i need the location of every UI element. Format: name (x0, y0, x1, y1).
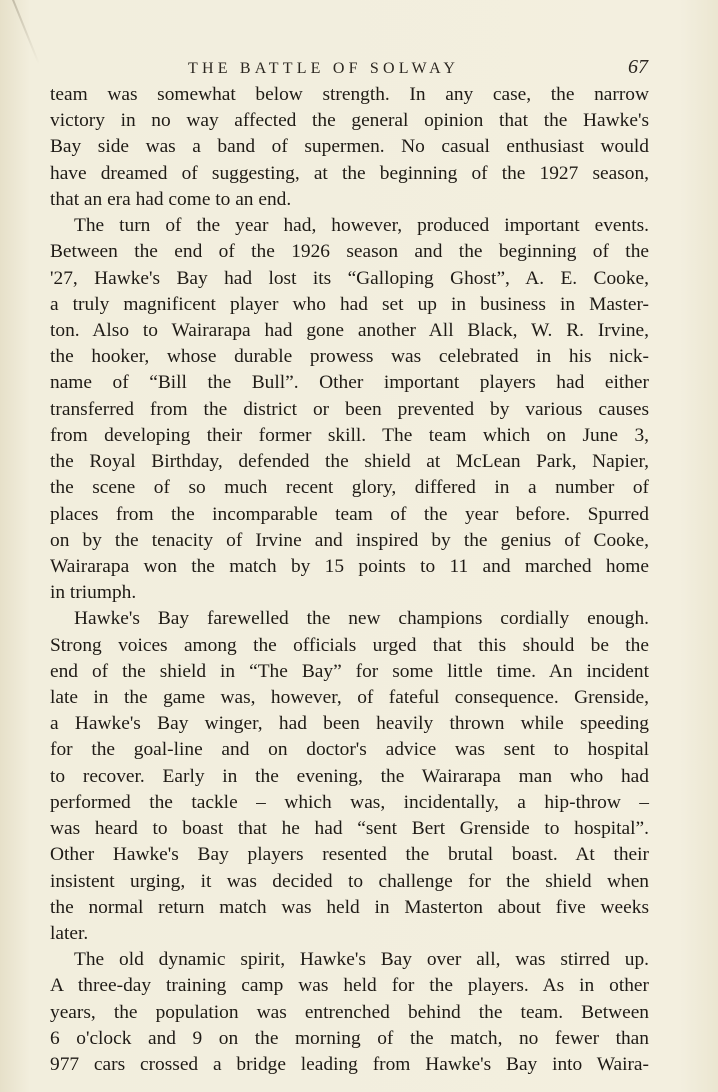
text-line: ton. Also to Wairarapa had gone another All Black, W. R. Irvine, (50, 319, 649, 341)
text-line: Other Hawke's Bay players resented the brutal boast. At their (50, 844, 649, 866)
text-line: the scene of so much recent glory, differed in a number of (50, 477, 649, 499)
text-line: a truly magnificent player who had set up in business in Master- (50, 293, 649, 315)
text-line: in triumph. (50, 582, 137, 604)
text-line: the hooker, whose durable prowess was celebrated in his nick- (50, 346, 649, 368)
text-line: The turn of the year had, however, produced important events. (74, 215, 649, 237)
text-line: for the goal-line and on doctor's advice was sent to hospital (50, 739, 649, 761)
text-line: have dreamed of suggesting, at the beginning of the 1927 season, (50, 162, 649, 184)
paragraph (50, 947, 649, 1078)
text-line: insistent urging, it was decided to challenge for the shield when (50, 870, 649, 892)
text-line: Hawke's Bay farewelled the new champions cordially enough. (74, 608, 649, 630)
paragraph (50, 606, 649, 947)
text-line: the normal return match was held in Masterton about five weeks (50, 896, 649, 918)
text-line: end of the shield in “The Bay” for some little time. An incident (50, 660, 649, 682)
paragraph (50, 213, 649, 606)
text-line: that an era had come to an end. (50, 188, 292, 210)
text-line: on by the tenacity of Irvine and inspired by the genius of Cooke, (50, 529, 649, 551)
text-line: victory in no way affected the general opinion that the Hawke's (50, 110, 649, 132)
text-line: transferred from the district or been prevented by various causes (50, 398, 649, 420)
text-line: places from the incomparable team of the year before. Spurred (50, 503, 649, 525)
text-line: from developing their former skill. The team which on June 3, (50, 424, 649, 446)
text-line: late in the game was, however, of fateful consequence. Grenside, (50, 687, 649, 709)
text-line: Strong voices among the officials urged that this should be the (50, 634, 649, 656)
text-line: team was somewhat below strength. In any case, the narrow (50, 84, 649, 105)
text-line: 6 o'clock and 9 on the morning of the match, no fewer than (50, 1027, 649, 1049)
page-number: 67 (628, 56, 648, 78)
text-line: A three-day training camp was held for the players. As in other (50, 975, 649, 997)
text-line: later. (50, 923, 89, 944)
page-fold-mark (12, 0, 40, 65)
text-line: performed the tackle – which was, incidentally, a hip-throw – (50, 791, 649, 813)
text-line: Bay side was a band of supermen. No casual enthusiast would (50, 136, 649, 158)
text-line: 977 cars crossed a bridge leading from Hawke's Bay into Waira- (50, 1054, 649, 1076)
text-line: '27, Hawke's Bay had lost its “Galloping Ghost”, A. E. Cooke, (50, 267, 649, 289)
text-line: name of “Bill the Bull”. Other important players had either (50, 372, 649, 394)
text-line: the Royal Birthday, defended the shield at McLean Park, Napier, (50, 451, 649, 473)
text-line: The old dynamic spirit, Hawke's Bay over all, was stirred up. (74, 949, 649, 971)
text-line: was heard to boast that he had “sent Bert Grenside to hospital”. (50, 818, 649, 840)
text-line: to recover. Early in the evening, the Wairarapa man who had (50, 765, 649, 787)
text-line: a Hawke's Bay winger, had been heavily thrown while speeding (50, 713, 649, 735)
paragraph (50, 82, 649, 213)
body-text (50, 82, 649, 1078)
text-line: years, the population was entrenched behind the team. Between (50, 1001, 649, 1023)
text-line: Between the end of the 1926 season and the beginning of the (50, 241, 649, 263)
text-line: Wairarapa won the match by 15 points to 11 and marched home (50, 555, 649, 577)
running-title: THE BATTLE OF SOLWAY (188, 60, 460, 77)
